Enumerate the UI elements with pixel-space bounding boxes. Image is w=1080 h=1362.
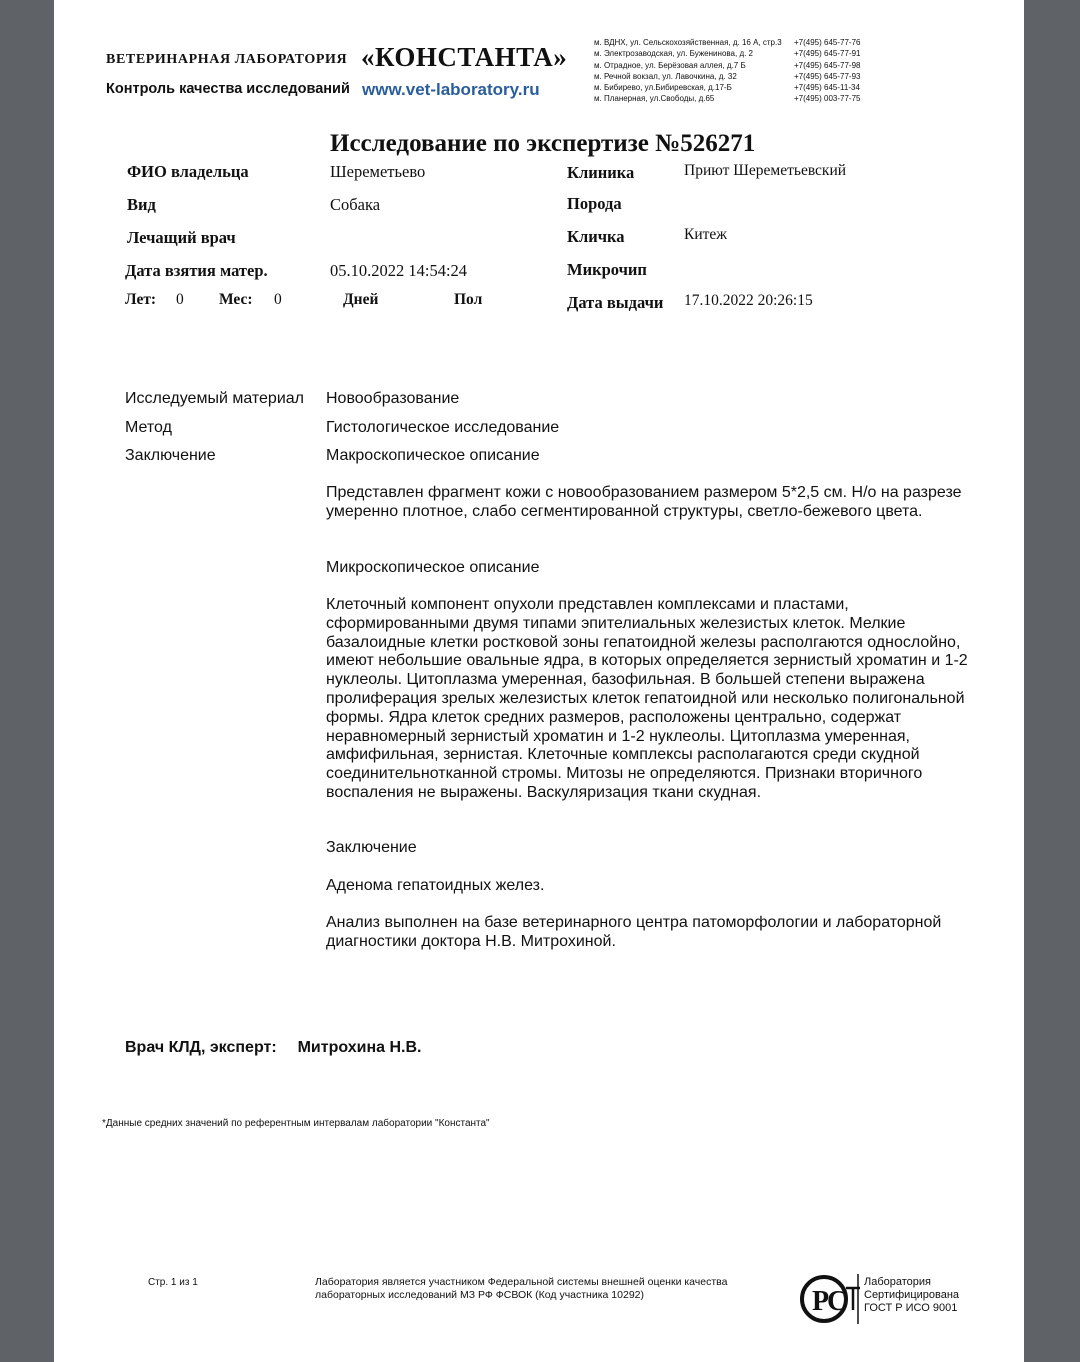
lab-note: Анализ выполнен на базе ветеринарного центра патоморфологии и лабораторной диагностики доктора Н.В. Митрохиной.	[326, 914, 942, 950]
lab-subtitle: Контроль качества исследований	[106, 81, 350, 97]
material-value: Новообразование	[326, 390, 460, 407]
method-label: Метод	[125, 419, 172, 436]
lab-website-link[interactable]: www.vet-laboratory.ru	[362, 80, 540, 99]
species-label: Вид	[127, 195, 156, 214]
cert-line: Сертифицирована	[864, 1289, 960, 1301]
microchip-label: Микрочип	[567, 260, 647, 279]
address-item: м. Электрозаводская, ул. Буженинова, д. 2	[594, 49, 754, 59]
address-item: м. Отрадное, ул. Берёзовая аллея, д.7 Б	[594, 60, 746, 70]
certification-logo-icon	[796, 1270, 862, 1326]
lab-brand: «КОНСТАНТА»	[361, 42, 568, 72]
sex-label: Пол	[454, 291, 483, 308]
macro-description: Представлен фрагмент кожи с новообразованием размером 5*2,5 см. Н/о на разрезе умеренно плотное, слабо сегментированной структуры, светло-бежевого цвета.	[326, 484, 962, 520]
signature-label: Врач КЛД, эксперт:	[125, 1039, 277, 1056]
age-days-label: Дней	[343, 291, 379, 308]
owner-value: Шереметьево	[330, 162, 426, 181]
breed-label: Порода	[567, 194, 622, 213]
phone-item: +7(495) 645-77-91	[794, 49, 861, 59]
doctor-label: Лечащий врач	[127, 228, 236, 247]
phone-list	[794, 37, 861, 105]
signature-name: Митрохина Н.В.	[297, 1039, 422, 1056]
owner-label: ФИО владельца	[127, 162, 249, 181]
document-title: Исследование по экспертизе №526271	[330, 130, 756, 157]
svg-text:С: С	[827, 1286, 848, 1317]
address-item: м. Планерная, ул.Свободы, д.65	[594, 94, 715, 104]
method-value: Гистологическое исследование	[326, 419, 560, 436]
address-item: м. Речной вокзал, ул. Лавочкина, д. 32	[594, 71, 737, 81]
age-months-value: 0	[274, 291, 282, 308]
conclusion-label: Заключение	[125, 447, 216, 464]
address-item: м. ВДНХ, ул. Сельскохозяйственная, д. 16 А, стр.3	[594, 38, 782, 47]
document-page	[54, 0, 1024, 1362]
phone-item: +7(495) 645-11-34	[794, 83, 860, 93]
conclusion-heading: Заключение	[326, 839, 417, 856]
age-years-label: Лет:	[125, 291, 157, 308]
footnote: *Данные средних значений по референтным интервалам лаборатории "Константа"	[102, 1118, 490, 1129]
issue-date-value: 17.10.2022 20:26:15	[684, 292, 813, 309]
sample-date-label: Дата взятия матер.	[125, 261, 268, 280]
age-years-value: 0	[176, 291, 184, 308]
clinic-label: Клиника	[567, 163, 635, 182]
svg-text:Р: Р	[812, 1286, 830, 1317]
phone-item: +7(495) 645-77-98	[794, 60, 861, 70]
address-list	[594, 37, 782, 105]
page-number: Стр. 1 из 1	[148, 1277, 198, 1288]
cert-line: Лаборатория	[864, 1276, 931, 1288]
fsvok-note: Лаборатория является участником Федеральной системы внешней оценки качества лабораторных исследований МЗ РФ ФСВОК (Код участника 10292)	[315, 1276, 728, 1301]
address-item: м. Бибирево, ул.Бибиревская, д.17-Б	[594, 83, 732, 93]
sample-date-value: 05.10.2022 14:54:24	[330, 261, 468, 280]
pet-name-label: Кличка	[567, 227, 625, 246]
issue-date-label: Дата выдачи	[567, 293, 664, 312]
macro-heading: Макроскопическое описание	[326, 447, 540, 464]
species-value: Собака	[330, 195, 381, 214]
phone-item: +7(495) 645-77-76	[794, 38, 861, 47]
phone-item: +7(495) 003-77-75	[794, 94, 861, 104]
pet-name-value: Китеж	[684, 226, 727, 243]
age-months-label: Мес:	[219, 291, 253, 308]
cert-line: ГОСТ Р ИСО 9001	[864, 1302, 958, 1314]
lab-name: ВЕТЕРИНАРНАЯ ЛАБОРАТОРИЯ	[106, 52, 348, 67]
micro-description: Клеточный компонент опухоли представлен комплексами и пластами, сформированными двумя типами эпителиальных железистых клеток. Мелкие базалоидные клетки ростковой зоны гепатоидной железы располгаются однослойно, имеют небольшие овальные ядра, в которых определяется зернистый хроматин и 1-2 нуклеолы. Цитоплазма умеренная, базофильная. В большей степени выражена пролиферация зрелых железистых клеток гепатоидной или несколько полигональной формы. Ядра клеток средних размеров, расположены центрально, содержат неравномерный зернистый хроматин и 1-2 нуклеолы. Цитоплазма умеренная, амфифильная, зернистая. Клеточные комплексы располагаются среди скудной соединительнотканной стромы. Митозы не определяются. Признаки вторичного воспаления не выражены. Васкуляризация ткани скудная.	[326, 596, 968, 801]
material-label: Исследуемый материал	[125, 390, 304, 407]
phone-item: +7(495) 645-77-93	[794, 71, 861, 81]
conclusion-text: Аденома гепатоидных желез.	[326, 877, 545, 894]
micro-heading: Микроскопическое описание	[326, 559, 540, 576]
signature-line	[125, 1039, 421, 1057]
clinic-value: Приют Шереметьевский	[684, 162, 847, 179]
certification-text	[864, 1276, 959, 1315]
